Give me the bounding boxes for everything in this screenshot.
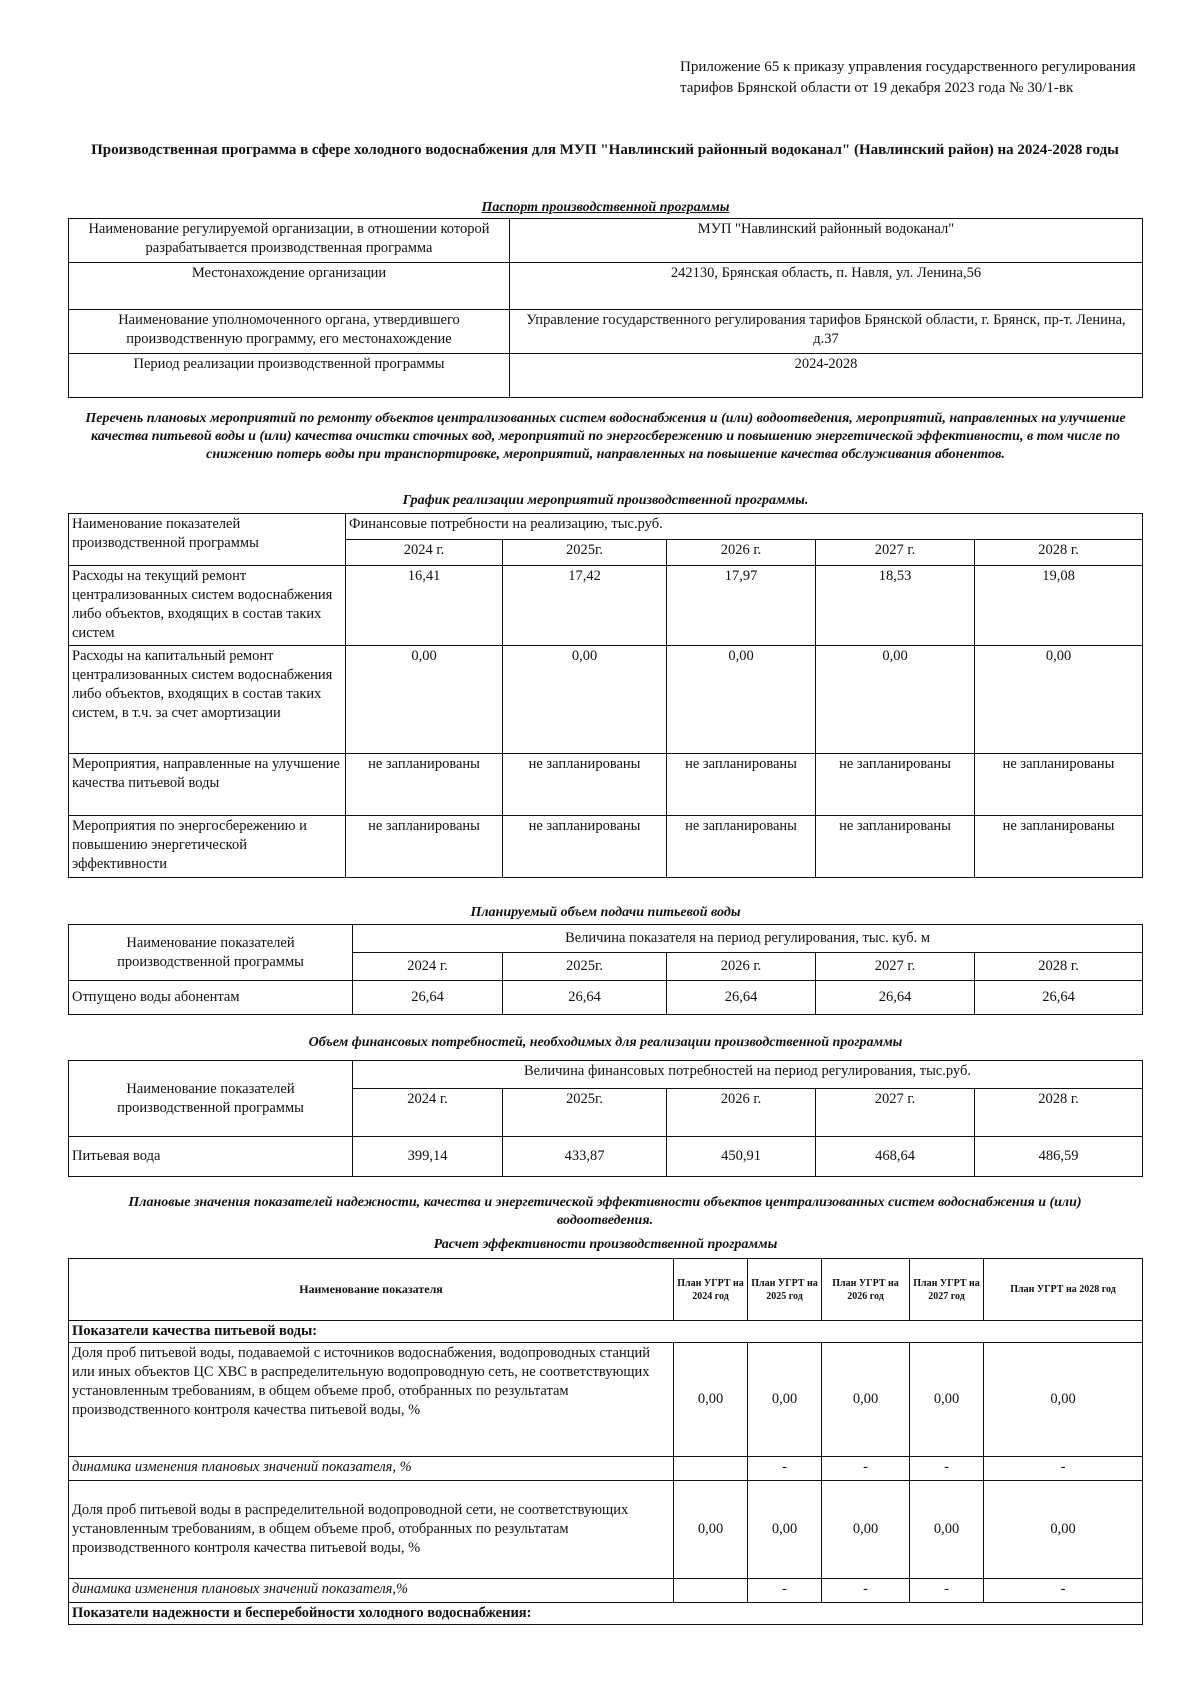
row-name: Мероприятия, направленные на улучшение качества питьевой воды — [69, 754, 346, 816]
supply-header-group: Величина показателя на период регулирования, тыс. куб. м — [353, 925, 1143, 953]
cell-value: не запланированы — [975, 816, 1143, 878]
year-header: 2028 г. — [975, 953, 1143, 981]
plan-header: План УГРТ на 2027 год — [910, 1259, 984, 1321]
row-name: Мероприятия по энергосбережению и повышению энергетической эффективности — [69, 816, 346, 878]
cell-value: - — [984, 1579, 1143, 1603]
dynamics-label: динамика изменения плановых значений показателя, % — [69, 1457, 674, 1481]
plan-header: План УГРТ на 2025 год — [748, 1259, 822, 1321]
year-header: 2027 г. — [816, 953, 975, 981]
efficiency-table — [68, 1258, 1143, 1625]
row-name: Расходы на текущий ремонт централизованных систем водоснабжения либо объектов, входящих в состав таких систем — [69, 566, 346, 646]
row-name: Доля проб питьевой воды, подаваемой с источников водоснабжения, водопроводных станций или иных объектов ЦС ХВС в распределительную водопроводную сеть, не соответствующих установленным требованиям, в общем объеме проб, отобранных по результатам производственного контроля качества питьевой воды, % — [69, 1343, 674, 1457]
year-header: 2024 г. — [353, 953, 503, 981]
cell-value: 26,64 — [353, 981, 503, 1015]
cell-value: - — [984, 1457, 1143, 1481]
cell-value: 0,00 — [816, 646, 975, 754]
cell-value: 0,00 — [822, 1481, 910, 1579]
cell-value: 0,00 — [910, 1481, 984, 1579]
dynamics-label: динамика изменения плановых значений показателя,% — [69, 1579, 674, 1603]
cell-value: - — [910, 1579, 984, 1603]
passport-value: МУП "Навлинский районный водоканал" — [510, 219, 1143, 263]
cell-value: 0,00 — [503, 646, 667, 754]
cell-value — [674, 1579, 748, 1603]
row-name: Доля проб питьевой воды в распределительной водопроводной сети, не соответствующих установленным требованиям, в общем объеме проб, отобранных по результатам производственного контроля качества питьевой воды, % — [69, 1481, 674, 1579]
measures-header-group: Финансовые потребности на реализацию, тыс.руб. — [346, 514, 1143, 540]
cell-value: 26,64 — [503, 981, 667, 1015]
cell-value: 17,42 — [503, 566, 667, 646]
table-row — [69, 1481, 1143, 1579]
table-row — [69, 816, 1143, 878]
cell-value: не запланированы — [503, 754, 667, 816]
efficiency-header-name: Наименование показателя — [69, 1259, 674, 1321]
cell-value: - — [822, 1457, 910, 1481]
year-header: 2028 г. — [975, 1089, 1143, 1137]
cell-value: 26,64 — [975, 981, 1143, 1015]
year-header: 2026 г. — [667, 1089, 816, 1137]
year-header: 2025г. — [503, 1089, 667, 1137]
cell-value: не запланированы — [667, 754, 816, 816]
cell-value: 433,87 — [503, 1137, 667, 1177]
supply-table — [68, 924, 1143, 1015]
cell-value: 26,64 — [667, 981, 816, 1015]
cell-value: 0,00 — [822, 1343, 910, 1457]
measures-table — [68, 513, 1143, 878]
cell-value: не запланированы — [503, 816, 667, 878]
plan-header: План УГРТ на 2026 год — [822, 1259, 910, 1321]
row-name: Расходы на капитальный ремонт централизованных систем водоснабжения либо объектов, входящих в состав таких систем, в т.ч. за счет амортизации — [69, 646, 346, 754]
cell-value: 19,08 — [975, 566, 1143, 646]
passport-value: 2024-2028 — [510, 354, 1143, 398]
cell-value — [674, 1457, 748, 1481]
cell-value: 16,41 — [346, 566, 503, 646]
cell-value: 468,64 — [816, 1137, 975, 1177]
table-row — [69, 646, 1143, 754]
cell-value: не запланированы — [816, 754, 975, 816]
table-row — [69, 1343, 1143, 1457]
passport-table — [68, 218, 1143, 398]
cell-value: 450,91 — [667, 1137, 816, 1177]
cell-value: 486,59 — [975, 1137, 1143, 1177]
cell-value: - — [748, 1457, 822, 1481]
efficiency-caption: Плановые значения показателей надежности, качества и энергетической эффективности объектов централизованных систем водоснабжения и (или) водоотведения. — [128, 1195, 1082, 1228]
table-row — [69, 1137, 1143, 1177]
table-row — [69, 566, 1143, 646]
table-row — [69, 981, 1143, 1015]
year-header: 2026 г. — [667, 540, 816, 566]
supply-header-name: Наименование показателей производственной программы — [69, 925, 353, 981]
passport-caption: Паспорт производственной программы — [481, 200, 730, 215]
cell-value: 18,53 — [816, 566, 975, 646]
table-row — [69, 1579, 1143, 1603]
finance-table — [68, 1060, 1143, 1177]
cell-value: 0,00 — [667, 646, 816, 754]
supply-caption: Планируемый объем подачи питьевой воды — [470, 905, 741, 920]
cell-value: 0,00 — [674, 1343, 748, 1457]
cell-value: 0,00 — [748, 1481, 822, 1579]
passport-label: Наименование уполномоченного органа, утвердившего производственную программу, его местонахождение — [69, 310, 510, 354]
table-row — [69, 754, 1143, 816]
passport-label: Местонахождение организации — [69, 263, 510, 310]
cell-value: не запланированы — [667, 816, 816, 878]
row-name: Отпущено воды абонентам — [69, 981, 353, 1015]
row-name: Питьевая вода — [69, 1137, 353, 1177]
cell-value: 0,00 — [975, 646, 1143, 754]
appendix-note: Приложение 65 к приказу управления государственного регулирования тарифов Брянской области от 19 декабря 2023 года № 30/1-вк — [680, 59, 1136, 96]
passport-label: Период реализации производственной программы — [69, 354, 510, 398]
year-header: 2024 г. — [346, 540, 503, 566]
passport-value: Управление государственного регулирования тарифов Брянской области, г. Брянск, пр-т. Ленина, д.37 — [510, 310, 1143, 354]
cell-value: не запланированы — [346, 816, 503, 878]
measures-subcaption: График реализации мероприятий производственной программы. — [402, 493, 809, 508]
finance-header-group: Величина финансовых потребностей на период регулирования, тыс.руб. — [353, 1061, 1143, 1089]
cell-value: 0,00 — [748, 1343, 822, 1457]
finance-header-name: Наименование показателей производственной программы — [69, 1061, 353, 1137]
plan-header: План УГРТ на 2024 год — [674, 1259, 748, 1321]
cell-value: не запланированы — [975, 754, 1143, 816]
finance-caption: Объем финансовых потребностей, необходимых для реализации производственной программы — [308, 1035, 903, 1050]
measures-header-name: Наименование показателей производственной программы — [69, 514, 346, 566]
section-heading: Показатели качества питьевой воды: — [69, 1321, 1143, 1343]
cell-value: 399,14 — [353, 1137, 503, 1177]
cell-value: не запланированы — [346, 754, 503, 816]
year-header: 2025г. — [503, 540, 667, 566]
cell-value: - — [910, 1457, 984, 1481]
section-heading: Показатели надежности и бесперебойности холодного водоснабжения: — [69, 1603, 1143, 1625]
cell-value: 0,00 — [984, 1481, 1143, 1579]
year-header: 2025г. — [503, 953, 667, 981]
cell-value: 0,00 — [910, 1343, 984, 1457]
efficiency-subcaption: Расчет эффективности производственной программы — [433, 1237, 778, 1252]
cell-value: не запланированы — [816, 816, 975, 878]
year-header: 2024 г. — [353, 1089, 503, 1137]
cell-value: 0,00 — [674, 1481, 748, 1579]
passport-label: Наименование регулируемой организации, в отношении которой разрабатывается производственная программа — [69, 219, 510, 263]
cell-value: 0,00 — [346, 646, 503, 754]
passport-value: 242130, Брянская область, п. Навля, ул. Ленина,56 — [510, 263, 1143, 310]
year-header: 2027 г. — [816, 540, 975, 566]
cell-value: 0,00 — [984, 1343, 1143, 1457]
year-header: 2028 г. — [975, 540, 1143, 566]
table-row — [69, 1457, 1143, 1481]
measures-caption: Перечень плановых мероприятий по ремонту объектов централизованных систем водоснабжения и (или) водоотведения, мероприятий, направленных на улучшение качества питьевой воды и (или) качества очистки сточных вод, мероприятий по энергосбережению и повышению энергетической эффективности, в том числе по снижению потерь воды при транспортировке, мероприятий, направленных на повышение качества обслуживания абонентов. — [85, 411, 1126, 462]
year-header: 2026 г. — [667, 953, 816, 981]
cell-value: - — [822, 1579, 910, 1603]
page-title: Производственная программа в сфере холодного водоснабжения для МУП "Навлинский районный водоканал" (Навлинский район) на 2024-2028 годы — [91, 142, 1119, 158]
cell-value: 26,64 — [816, 981, 975, 1015]
year-header: 2027 г. — [816, 1089, 975, 1137]
plan-header: План УГРТ на 2028 год — [984, 1259, 1143, 1321]
cell-value: - — [748, 1579, 822, 1603]
cell-value: 17,97 — [667, 566, 816, 646]
